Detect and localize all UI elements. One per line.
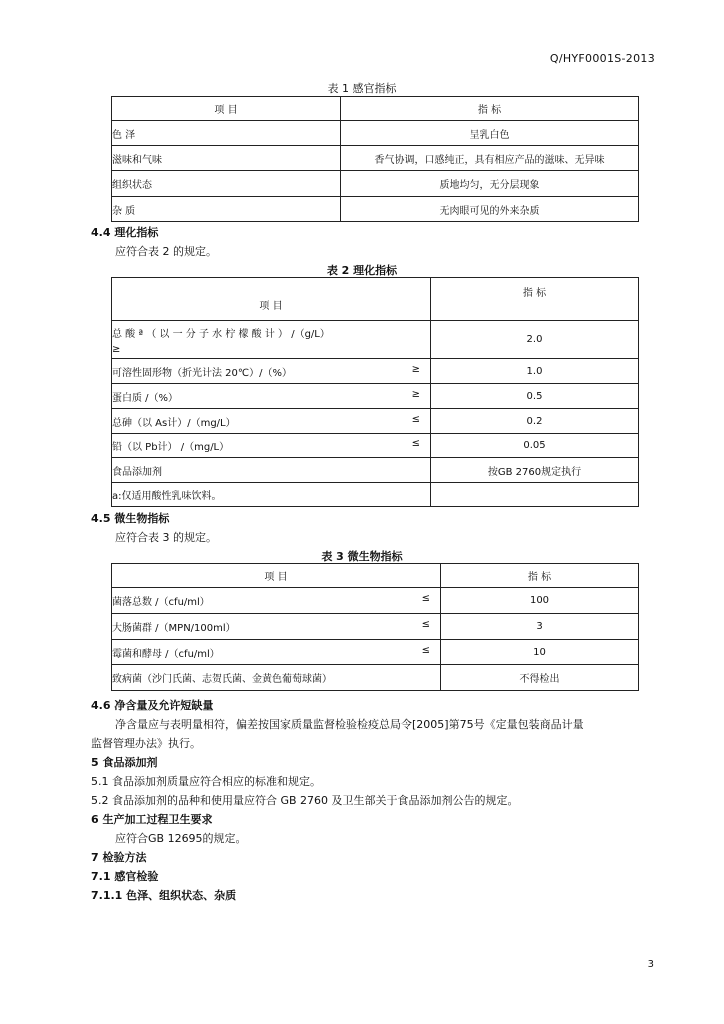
table-row: [112, 409, 639, 434]
table3-index: 10: [441, 640, 639, 665]
table-row: [112, 384, 639, 409]
table2-item: 铅（以 Pb计） /（mg/L）: [112, 442, 230, 453]
page-number: 3: [647, 959, 654, 970]
table1-col-index: 指 标: [341, 97, 639, 121]
table3-col-item: 项 目: [112, 564, 441, 588]
table3-header-row: [112, 564, 639, 588]
table3-operator: ≤: [421, 644, 430, 656]
section-7-1-1-heading: 7.1.1 色泽、组织状态、杂质: [91, 889, 237, 902]
table2-physicochemical-indicators: [111, 277, 639, 507]
table3-caption: 表 3 微生物指标: [321, 550, 403, 563]
section-4-6-line2: 监督管理办法》执行。: [91, 737, 201, 750]
table2-index: 0.05: [431, 434, 639, 458]
table2-item-cell: [112, 359, 431, 384]
table-row: [112, 588, 639, 614]
section-6-text: 应符合GB 12695的规定。: [115, 832, 247, 845]
table-row: [112, 614, 639, 640]
section-6-heading: 6 生产加工过程卫生要求: [91, 813, 213, 826]
table2-item: 食品添加剂: [112, 458, 431, 483]
table3-item: 霉菌和酵母 /（cfu/ml）: [112, 648, 220, 660]
section-4-4-text: 应符合表 2 的规定。: [115, 245, 217, 258]
table2-operator: ≤: [411, 438, 420, 449]
table3-item-cell: [112, 640, 441, 665]
table3-item: 菌落总数 /（cfu/ml）: [112, 597, 210, 608]
table3-index: 3: [441, 614, 639, 640]
table2-index: 1.0: [431, 359, 639, 384]
table2-item: 总 酸 ª （ 以 一 分 子 水 柠 檬 酸 计 ） /（g/L）: [112, 328, 330, 340]
table-row: [112, 434, 639, 458]
table3-item: 致病菌（沙门氏菌、志贺氏菌、金黄色葡萄球菌）: [112, 665, 441, 691]
table-row: [112, 121, 639, 146]
table3-item-cell: [112, 614, 441, 640]
section-4-5-text: 应符合表 3 的规定。: [115, 531, 217, 544]
table3-index: 100: [441, 588, 639, 614]
table2-header-row: [112, 278, 639, 321]
table2-col-item: 项 目: [112, 278, 431, 321]
section-5-2-text: 5.2 食品添加剂的品种和使用量应符合 GB 2760 及卫生部关于食品添加剂公告的规定。: [91, 794, 519, 807]
section-5-1-text: 5.1 食品添加剂质量应符合相应的标准和规定。: [91, 775, 321, 788]
table-row: [112, 171, 639, 197]
table2-item-cell: [112, 384, 431, 409]
table1-index: 香气协调，口感纯正，具有相应产品的滋味、无异味: [341, 146, 639, 171]
table3-microbiological-indicators: [111, 563, 639, 691]
table2-item-cell: [112, 434, 431, 458]
table1-caption: 表 1 感官指标: [327, 82, 397, 95]
table-row: [112, 359, 639, 384]
section-7-1-heading: 7.1 感官检验: [91, 870, 159, 883]
table2-index: 2.0: [431, 321, 639, 359]
table2-item-cell: [112, 409, 431, 434]
table-row: [112, 458, 639, 483]
table2-item: 总砷（以 As计）/（mg/L）: [112, 417, 236, 429]
table2-col-index: 指 标: [431, 278, 639, 321]
section-5-heading: 5 食品添加剂: [91, 756, 158, 769]
table-row: [112, 640, 639, 665]
table2-item: 可溶性固形物（折光计法 20℃）/（%）: [112, 367, 293, 379]
table2-operator: ≥: [411, 388, 420, 400]
table3-item: 大肠菌群 /（MPN/100ml）: [112, 623, 236, 634]
document-code: Q/HYF0001S-2013: [549, 52, 655, 65]
table2-index: 0.5: [431, 384, 639, 409]
table-row: [112, 665, 639, 691]
table3-item-cell: [112, 588, 441, 614]
table2-footnote: a:仅适用酸性乳味饮料。: [112, 483, 431, 507]
section-4-6-heading: 4.6 净含量及允许短缺量: [91, 699, 214, 712]
table1-item: 杂 质: [112, 197, 341, 222]
table-row: [112, 483, 639, 507]
table1-sensory-indicators: [111, 96, 639, 222]
table1-header-row: [112, 97, 639, 121]
table1-index: 呈乳白色: [341, 121, 639, 146]
section-4-6-line1: 净含量应与表明量相符，偏差按国家质量监督检验检疫总局令[2005]第75号《定量包装商品计量: [115, 718, 584, 731]
table1-item: 滋味和气味: [112, 146, 341, 171]
table3-index: 不得检出: [441, 665, 639, 691]
table1-item: 色 泽: [112, 121, 341, 146]
section-4-4-heading: 4.4 理化指标: [91, 226, 159, 239]
table1-index: 质地均匀，无分层现象: [341, 171, 639, 197]
table1-col-item: 项 目: [112, 97, 341, 121]
section-7-heading: 7 检验方法: [91, 851, 147, 864]
table2-index: 按GB 2760规定执行: [431, 458, 639, 483]
table1-item: 组织状态: [112, 171, 341, 197]
table2-index: 0.2: [431, 409, 639, 434]
table3-operator: ≤: [421, 619, 430, 630]
table-row: [112, 146, 639, 171]
table2-operator: ≤: [411, 413, 420, 425]
table2-footnote-empty: [431, 483, 639, 507]
table1-index: 无肉眼可见的外来杂质: [341, 197, 639, 222]
table2-caption: 表 2 理化指标: [326, 264, 398, 277]
table2-item-cell: [112, 321, 431, 359]
table3-col-index: 指 标: [441, 564, 639, 588]
table3-operator: ≤: [421, 593, 430, 604]
table-row: [112, 321, 639, 359]
section-4-5-heading: 4.5 微生物指标: [91, 512, 170, 525]
table-row: [112, 197, 639, 222]
table2-operator: ≥: [411, 363, 420, 375]
table2-item: 蛋白质 /（%）: [112, 392, 179, 404]
table2-item-operator: ≥: [112, 343, 121, 355]
